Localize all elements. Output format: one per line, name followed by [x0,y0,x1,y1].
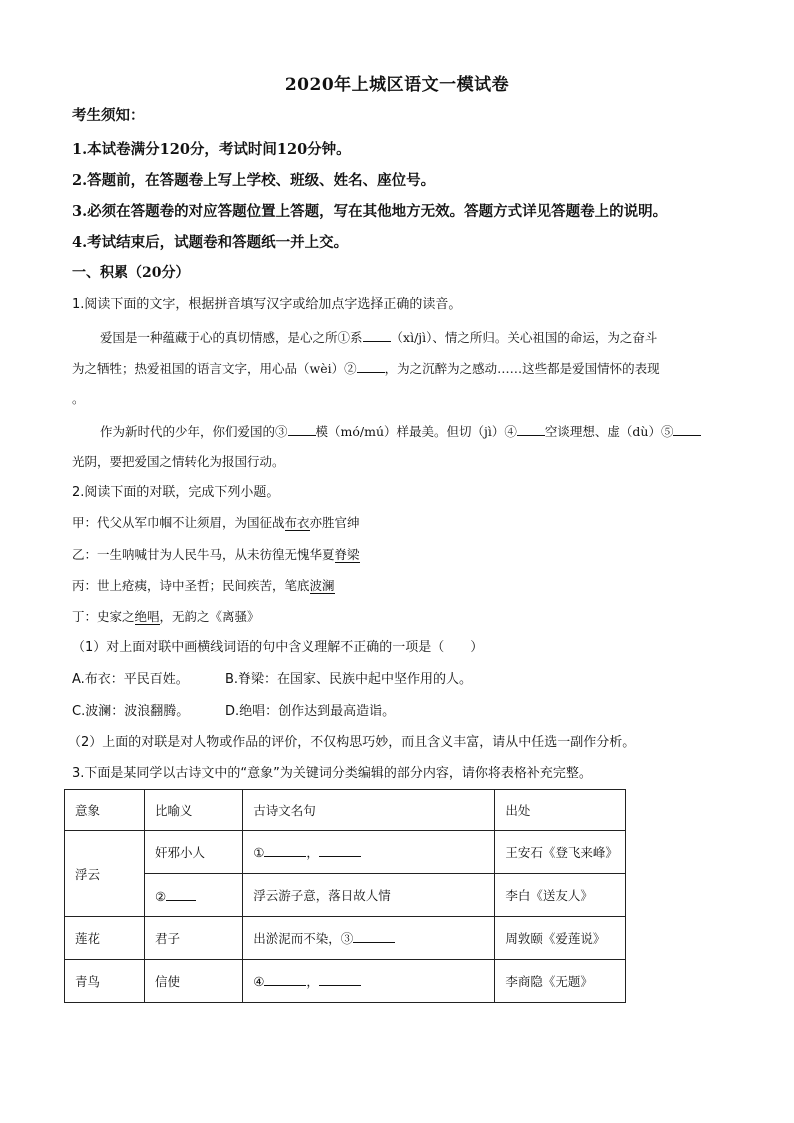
section-heading: 一、积累（20分） [72,265,190,281]
couplet-jia [72,513,360,533]
table-blank[interactable] [319,843,361,857]
couplet-text: 丙：世上疮痍，诗中圣哲；民间疾苦，笔底 [72,578,310,593]
couplet-text: 丁：史家之 [72,609,135,624]
source-cell: 李商隐《无题》 [495,960,626,1003]
option-d[interactable]: D.绝唱：创作达到最高造诣。 [225,704,396,719]
notice-item-1: 1.本试卷满分120分，考试时间120分钟。 [72,141,351,158]
blank-mark: ④ [253,974,265,989]
q2-sub1: （1）对上面对联中画横线词语的句中含义理解不正确的一项是（ ） [72,640,484,655]
q1-passage-line [100,327,657,348]
q1-text: 模（mó/mú）样最美。但切（jì）④ [315,424,517,439]
table-blank[interactable] [319,972,361,986]
source-cell: 王安石《登飞来峰》 [495,831,626,874]
option-c[interactable]: C.波澜：波浪翻腾。 [72,704,190,719]
underlined-term: 绝唱 [134,609,160,624]
blank-5[interactable] [673,421,701,436]
q1-text: 为之牺牲；热爱祖国的语言文字，用心品（wèi）② [72,361,357,376]
image-cell: 浮云 [65,831,145,917]
q2-sub2: （2）上面的对联是对人物或作品的评价，不仅构思巧妙，而且含义丰富，请从中任选一副作分析。 [68,735,636,750]
q1-passage-line [100,421,701,442]
table-row [65,831,626,874]
blank-1[interactable] [363,327,391,342]
q1-text: （xì/jì）、情之所归。关心祖国的命运，为之奋斗 [390,330,658,345]
poem-text: 出淤泥而不染，③ [253,931,354,946]
meaning-cell: 信使 [144,960,242,1003]
header-cell: 比喻义 [144,790,242,831]
comma: ， [306,974,319,989]
page-title: 2020年上城区语文一模试卷 [284,75,510,95]
table-row [65,917,626,960]
underlined-term: 波澜 [309,578,335,593]
table-row [65,874,626,917]
blank-4[interactable] [517,421,545,436]
table-header-row [65,790,626,831]
q1-passage-line: 。 [72,391,85,406]
poem-cell [243,831,495,874]
q1-text: ，为之沉醉为之感动……这些都是爱国情怀的表现 [384,361,660,376]
blank-3[interactable] [288,421,316,436]
couplet-text: 乙：一生呐喊甘为人民牛马，从未彷徨无愧华夏 [72,547,335,562]
comma: ， [306,845,319,860]
poem-cell [243,960,495,1003]
q1-prompt: 1.阅读下面的文字，根据拼音填写汉字或给加点字选择正确的读音。 [72,297,462,312]
imagery-table [64,789,626,1003]
table-blank[interactable] [264,843,306,857]
header-cell: 古诗文名句 [243,790,495,831]
source-cell: 李白《送友人》 [495,874,626,917]
couplet-text: 亦胜官绅 [309,515,360,530]
poem-cell [243,917,495,960]
header-cell: 意象 [65,790,145,831]
q2-prompt: 2.阅读下面的对联，完成下列小题。 [72,485,280,500]
meaning-cell [144,874,242,917]
image-cell: 莲花 [65,917,145,960]
meaning-cell: 奸邪小人 [144,831,242,874]
notice-item-4: 4.考试结束后，试题卷和答题纸一并上交。 [72,234,349,251]
notice-item-2: 2.答题前，在答题卷上写上学校、班级、姓名、座位号。 [72,172,436,189]
q1-text: 空谈理想、虚（dù）⑤ [544,424,674,439]
couplet-bing [72,576,335,596]
q1-passage-line [72,358,660,379]
meaning-cell: 君子 [144,917,242,960]
couplet-ding [72,607,260,627]
image-cell: 青鸟 [65,960,145,1003]
underlined-term: 脊梁 [334,547,360,562]
blank-2[interactable] [357,358,385,373]
q3-prompt: 3.下面是某同学以古诗文中的“意象”为关键词分类编辑的部分内容，请你将表格补充完整。 [72,766,592,781]
couplet-yi [72,545,360,565]
table-row [65,960,626,1003]
source-cell: 周敦颐《爱莲说》 [495,917,626,960]
table-blank[interactable] [353,929,395,943]
blank-mark: ② [154,888,167,904]
blank-mark: ① [253,845,265,860]
q1-text: 作为新时代的少年，你们爱国的③ [100,424,288,439]
q1-text: 爱国是一种蕴藏于心的真切情感，是心之所①系 [100,330,363,345]
table-blank[interactable] [264,972,306,986]
couplet-text: 甲：代父从军巾帼不让须眉，为国征战 [72,515,285,530]
notice-heading: 考生须知： [72,107,145,124]
poem-cell: 浮云游子意，落日故人情 [243,874,495,917]
underlined-term: 布衣 [284,515,310,530]
header-cell: 出处 [495,790,626,831]
option-a[interactable]: A.布衣：平民百姓。 [72,672,189,687]
notice-item-3: 3.必须在答题卷的对应答题位置上答题，写在其他地方无效。答题方式详见答题卷上的说明。 [72,203,668,220]
q1-passage-line: 光阴，要把爱国之情转化为报国行动。 [72,454,285,469]
table-blank[interactable] [166,887,196,901]
couplet-text: ，无韵之《离骚》 [159,609,260,624]
option-b[interactable]: B.脊梁：在国家、民族中起中坚作用的人。 [225,672,473,687]
